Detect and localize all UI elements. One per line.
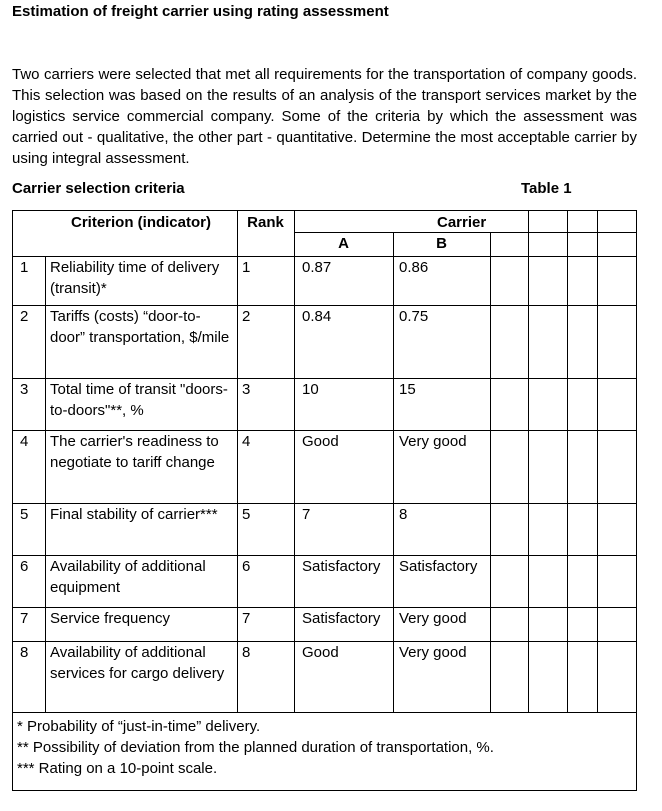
criterion-cell: Total time of transit "doors-to-doors"**, % (50, 381, 228, 419)
column-line (597, 210, 598, 712)
table-border-right (636, 210, 637, 791)
row-number: 1 (20, 259, 29, 276)
num-column-line (45, 256, 46, 712)
carrier-a-value: 0.87 (302, 259, 332, 276)
row-number: 3 (20, 381, 29, 398)
criterion-cell: Reliability time of delivery (transit)* (50, 259, 220, 297)
table-border-top (12, 210, 637, 211)
criterion-cell: Tariffs (costs) “door-to-door” transportation, $/mile (50, 308, 230, 346)
rank-cell: 5 (242, 506, 251, 523)
carrier-b-value: Satisfactory (399, 558, 478, 575)
carrier-a-value: 10 (302, 381, 319, 398)
criterion-cell: Final stability of carrier*** (50, 506, 218, 523)
footnote: ** Possibility of deviation from the planned duration of transportation, %. (17, 739, 494, 756)
rank-cell: 6 (242, 558, 251, 575)
carrier-a-value: 0.84 (302, 308, 332, 325)
footnote-border-bottom (12, 790, 637, 791)
header-carrier-a: A (338, 235, 349, 252)
row-number: 6 (20, 558, 29, 575)
rank-cell: 1 (242, 259, 251, 276)
page-title: Estimation of freight carrier using rating assessment (12, 3, 389, 20)
carrier-b-value: 0.86 (399, 259, 429, 276)
column-line (294, 210, 295, 712)
row-number: 4 (20, 433, 29, 450)
carrier-a-value: Good (302, 433, 339, 450)
row-number: 2 (20, 308, 29, 325)
criterion-cell: Service frequency (50, 610, 171, 627)
column-line (490, 232, 491, 712)
rank-cell: 2 (242, 308, 251, 325)
criterion-cell: Availability of additional services for cargo delivery (50, 644, 225, 682)
carrier-b-value: 0.75 (399, 308, 429, 325)
header-rank: Rank (247, 214, 284, 231)
carrier-a-value: Good (302, 644, 339, 661)
column-line (567, 210, 568, 712)
row-number: 7 (20, 610, 29, 627)
carrier-b-value: Very good (399, 644, 467, 661)
carrier-a-value: Satisfactory (302, 610, 381, 627)
table-number: Table 1 (521, 180, 572, 197)
carrier-a-value: 7 (302, 506, 311, 523)
header-carrier-b: B (436, 235, 447, 252)
column-line (528, 210, 529, 712)
criterion-cell: The carrier's readiness to negotiate to tariff change (50, 433, 219, 471)
row-number: 8 (20, 644, 29, 661)
header-carrier: Carrier (437, 214, 487, 231)
table-caption: Carrier selection criteria (12, 180, 185, 197)
carrier-b-value: Very good (399, 433, 467, 450)
footnotes (17, 716, 494, 779)
column-line (393, 232, 394, 712)
row-number: 5 (20, 506, 29, 523)
rank-cell: 8 (242, 644, 251, 661)
rank-cell: 7 (242, 610, 251, 627)
footnote: *** Rating on a 10-point scale. (17, 760, 218, 777)
criterion-cell: Availability of additional equipment (50, 558, 206, 596)
intro-paragraph: Two carriers were selected that met all requirements for the transportation of company goods. This selection was based on the results of an analysis of the transport services market by the logistics service commercial company. Some of the criteria by which the assessment was carried out - qualitative, the other part - quantitative. Determine the most acceptable carrier by using integral assessment. (12, 66, 637, 167)
table-border-bottom (12, 712, 637, 713)
rank-cell: 3 (242, 381, 251, 398)
table-border-left (12, 210, 13, 791)
carrier-b-value: 15 (399, 381, 416, 398)
rank-cell: 4 (242, 433, 251, 450)
carrier-a-value: Satisfactory (302, 558, 381, 575)
carrier-b-value: 8 (399, 506, 408, 523)
column-line (237, 210, 238, 712)
header-criterion: Criterion (indicator) (70, 214, 211, 231)
carrier-b-value: Very good (399, 610, 467, 627)
footnote: * Probability of “just-in-time” delivery. (17, 718, 261, 735)
